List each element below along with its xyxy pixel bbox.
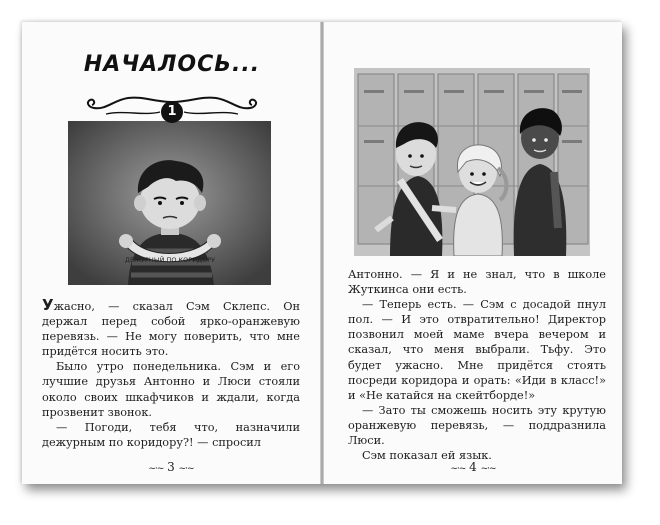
right-page-text — [348, 267, 606, 463]
paragraph — [42, 298, 300, 359]
paragraph: — Теперь есть. — Сэм с досадой пнул пол. — И это отвратительно! Директор позвонил моей маме вчера вечером и сказал, что меня выбрали. Тьфу. Это будет ужасно. Мне придётся стоять посреди коридора и орать: «Иди в класс!» и «Не катайся на скейтборде!» — [348, 298, 606, 402]
folio-ornament-icon: ~·~ — [450, 464, 466, 474]
folio-ornament-icon: ~·~ — [148, 464, 164, 474]
page-number — [141, 460, 201, 474]
folio-ornament-icon: ~·~ — [178, 464, 194, 474]
illustration-friends-at-lockers — [354, 68, 590, 256]
dropcap: У — [42, 296, 54, 314]
page-number-value: 4 — [469, 460, 477, 474]
page-number-value: 3 — [167, 460, 175, 474]
paragraph: — Зато ты сможешь носить эту крутую оранжевую перевязь, — поддразнила Люси. — [348, 403, 606, 448]
paragraph: Сэм показал ей язык. — [362, 449, 492, 463]
paragraph-text: жасно, — сказал Сэм Склепс. Он держал перед собой ярко-оранжевую перевязь. — Не могу поверить, что мне придётся носить это. — [42, 300, 300, 359]
folio-ornament-icon: ~·~ — [480, 464, 496, 474]
book-spread — [22, 22, 622, 484]
paragraph: — Погоди, тебя что, назначили дежурным по коридору?! — спросил — [42, 420, 300, 449]
page-number — [443, 460, 503, 474]
left-page — [22, 22, 320, 484]
chapter-illustration-boy — [68, 121, 271, 285]
chapter-number-badge: 1 — [161, 101, 183, 123]
chapter-title: НАЧАЛОСЬ... — [83, 52, 261, 77]
paragraph: Антонно. — Я и не знал, что в школе Жуткинса они есть. — [348, 268, 606, 297]
right-page — [324, 22, 622, 484]
sash-text: ДЕЖУРНЫЙ ПО КОРИДОРУ — [124, 256, 216, 264]
paragraph: Было утро понедельника. Сэм и его лучшие друзья Антонно и Люси стояли около своих шкафчиков и ждали, когда прозвенит звонок. — [42, 360, 300, 419]
left-page-text — [42, 298, 300, 450]
